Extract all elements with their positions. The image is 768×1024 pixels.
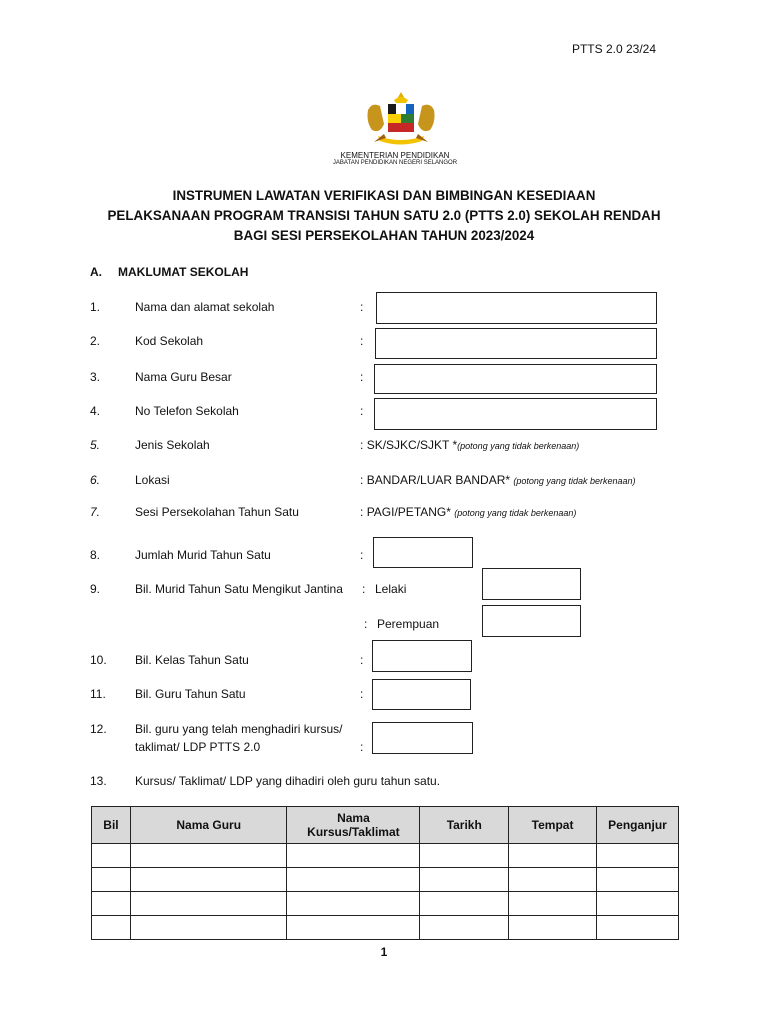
- item-number: 10.: [90, 653, 107, 667]
- item-number: 11.: [90, 687, 106, 701]
- col-header-course-name-line2: Kursus/Taklimat: [307, 825, 400, 839]
- item-number: 2.: [90, 334, 101, 348]
- strike-note: (potong yang tidak berkenaan): [457, 441, 580, 451]
- table-cell[interactable]: [130, 844, 287, 868]
- title-line-1: INSTRUMEN LAWATAN VERIFIKASI DAN BIMBINGAN KESEDIAAN: [172, 188, 596, 203]
- table-cell[interactable]: [287, 868, 420, 892]
- label-courses-attended: Kursus/ Taklimat/ LDP yang dihadiri oleh guru tahun satu.: [135, 774, 441, 788]
- item-number: 5.: [90, 438, 101, 452]
- label-school-phone: No Telefon Sekolah: [135, 404, 239, 418]
- ministry-caption: [310, 152, 480, 167]
- item-number: 3.: [90, 370, 101, 384]
- trained-teachers-input[interactable]: [372, 722, 473, 754]
- item-number: 7.: [90, 505, 101, 519]
- colon: :: [360, 653, 364, 667]
- document-code: PTTS 2.0 23/24: [571, 42, 656, 56]
- colon: :: [360, 548, 364, 562]
- section-letter: A.: [90, 265, 102, 279]
- table-cell[interactable]: [597, 916, 679, 940]
- school-name-address-input[interactable]: [376, 292, 657, 324]
- location-option[interactable]: [360, 473, 636, 487]
- colon: :: [362, 582, 366, 596]
- title-line-3: BAGI SESI PERSEKOLAHAN TAHUN 2023/2024: [233, 228, 535, 243]
- headmaster-name-input[interactable]: [374, 364, 657, 394]
- coat-of-arms-logo: [358, 90, 444, 150]
- school-type-option[interactable]: [360, 438, 579, 452]
- label-total-pupils: Jumlah Murid Tahun Satu: [135, 548, 271, 562]
- colon: :: [360, 404, 364, 418]
- female-count-input[interactable]: [482, 605, 581, 637]
- table-cell[interactable]: [92, 844, 131, 868]
- table-cell[interactable]: [130, 916, 287, 940]
- label-teacher-count: Bil. Guru Tahun Satu: [135, 687, 246, 701]
- label-school-type: Jenis Sekolah: [135, 438, 210, 452]
- ministry-name: KEMENTERIAN PENDIDIKAN: [340, 151, 450, 160]
- table-cell[interactable]: [420, 892, 509, 916]
- strike-note: (potong yang tidak berkenaan): [513, 476, 636, 486]
- colon: :: [360, 438, 364, 452]
- title-line-2: PELAKSANAAN PROGRAM TRANSISI TAHUN SATU 2.0 (PTTS 2.0) SEKOLAH RENDAH: [107, 208, 661, 223]
- col-header-bil: Bil: [92, 807, 131, 844]
- colon: :: [360, 505, 364, 519]
- table-cell[interactable]: [92, 916, 131, 940]
- table-row: [92, 844, 679, 868]
- col-header-date: Tarikh: [420, 807, 509, 844]
- col-header-venue: Tempat: [509, 807, 597, 844]
- department-name: JABATAN PENDIDIKAN NEGERI SELANGOR: [332, 160, 458, 167]
- label-female: Perempuan: [377, 617, 440, 631]
- school-type-choices: SK/SJKC/SJKT *: [366, 438, 458, 452]
- item-number: 1.: [90, 300, 101, 314]
- item-number: 9.: [90, 582, 101, 596]
- label-male: Lelaki: [375, 582, 407, 596]
- table-cell[interactable]: [287, 844, 420, 868]
- colon: :: [360, 334, 364, 348]
- table-cell[interactable]: [509, 916, 597, 940]
- label-school-name-address: Nama dan alamat sekolah: [135, 300, 275, 314]
- colon: :: [364, 617, 368, 631]
- label-location: Lokasi: [135, 473, 170, 487]
- table-cell[interactable]: [130, 892, 287, 916]
- table-cell[interactable]: [509, 868, 597, 892]
- label-school-code: Kod Sekolah: [135, 334, 204, 348]
- label-session: Sesi Persekolahan Tahun Satu: [135, 505, 299, 519]
- label-trained-teachers-cont: taklimat/ LDP PTTS 2.0: [135, 740, 261, 754]
- session-choices: PAGI/PETANG*: [366, 505, 451, 519]
- table-cell[interactable]: [509, 844, 597, 868]
- page-number: 1: [380, 945, 388, 959]
- courses-table: [91, 806, 679, 940]
- school-phone-input[interactable]: [374, 398, 657, 430]
- table-cell[interactable]: [420, 916, 509, 940]
- school-code-input[interactable]: [375, 328, 657, 359]
- label-headmaster-name: Nama Guru Besar: [135, 370, 232, 384]
- table-cell[interactable]: [287, 916, 420, 940]
- colon: :: [360, 370, 364, 384]
- col-header-course-name-line1: Nama: [337, 811, 370, 825]
- session-option[interactable]: [360, 505, 576, 519]
- table-row: [92, 916, 679, 940]
- location-choices: BANDAR/LUAR BANDAR*: [366, 473, 511, 487]
- table-cell[interactable]: [509, 892, 597, 916]
- table-cell[interactable]: [597, 892, 679, 916]
- colon: :: [360, 473, 364, 487]
- male-count-input[interactable]: [482, 568, 581, 600]
- label-trained-teachers: Bil. guru yang telah menghadiri kursus/: [135, 722, 343, 736]
- item-number: 13.: [90, 774, 107, 788]
- label-class-count: Bil. Kelas Tahun Satu: [135, 653, 249, 667]
- class-count-input[interactable]: [372, 640, 472, 672]
- table-row: [92, 868, 679, 892]
- colon: :: [360, 300, 364, 314]
- section-heading: MAKLUMAT SEKOLAH: [118, 265, 249, 279]
- col-header-teacher-name: Nama Guru: [130, 807, 287, 844]
- table-cell[interactable]: [420, 868, 509, 892]
- table-cell[interactable]: [597, 844, 679, 868]
- table-row: [92, 892, 679, 916]
- item-number: 8.: [90, 548, 101, 562]
- col-header-course-name: [287, 807, 420, 844]
- document-title: [60, 186, 708, 246]
- item-number: 4.: [90, 404, 101, 418]
- teacher-count-input[interactable]: [372, 679, 471, 710]
- table-cell[interactable]: [92, 892, 131, 916]
- strike-note: (potong yang tidak berkenaan): [454, 508, 577, 518]
- label-pupils-by-gender: Bil. Murid Tahun Satu Mengikut Jantina: [135, 582, 343, 596]
- table-cell[interactable]: [130, 868, 287, 892]
- table-header-row: [92, 807, 679, 844]
- item-number: 6.: [90, 473, 101, 487]
- item-number: 12.: [90, 722, 107, 736]
- table-cell[interactable]: [92, 868, 131, 892]
- colon: :: [360, 687, 364, 701]
- table-cell[interactable]: [287, 892, 420, 916]
- col-header-organizer: Penganjur: [597, 807, 679, 844]
- total-pupils-input[interactable]: [373, 537, 473, 568]
- colon: :: [360, 740, 364, 754]
- table-cell[interactable]: [420, 844, 509, 868]
- table-cell[interactable]: [597, 868, 679, 892]
